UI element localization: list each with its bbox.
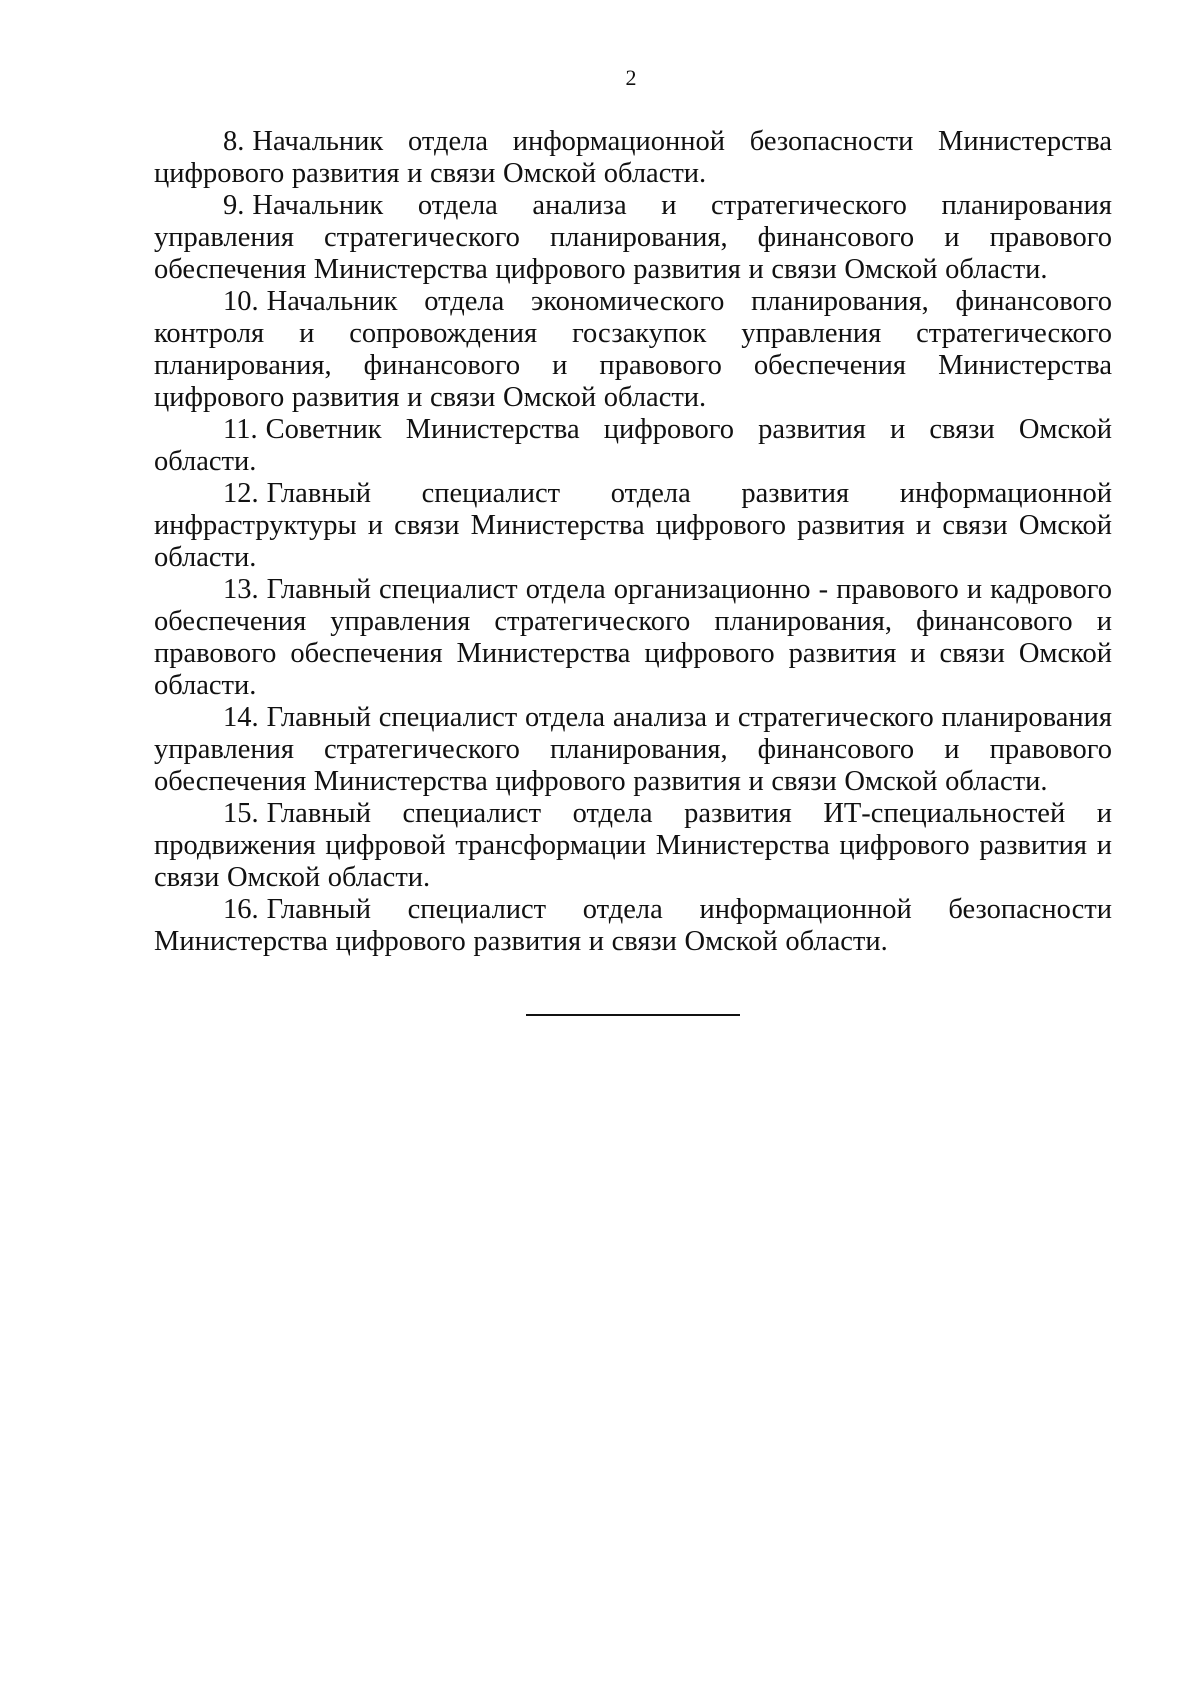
item-text: Начальник отдела информационной безопасности Министерства цифрового развития и связи Омской области. — [154, 126, 1112, 189]
list-item-15 — [154, 798, 1112, 894]
item-number: 12. — [223, 478, 259, 509]
end-of-document-line — [526, 1014, 740, 1016]
item-text: Главный специалист отдела информационной безопасности Министерства цифрового развития и связи Омской области. — [154, 894, 1112, 957]
list-item-16 — [154, 894, 1112, 958]
item-number: 15. — [223, 798, 259, 829]
item-text: Начальник отдела анализа и стратегического планирования управления стратегического планирования, финансового и правового обеспечения Министерства цифрового развития и связи Омской области. — [154, 190, 1112, 285]
item-text: Главный специалист отдела развития информационной инфраструктуры и связи Министерства цифрового развития и связи Омской области. — [154, 478, 1112, 573]
list-item-8 — [154, 126, 1112, 190]
list-item-9 — [154, 190, 1112, 286]
item-text: Главный специалист отдела развития ИТ-специальностей и продвижения цифровой трансформации Министерства цифрового развития и связи Омской области. — [154, 798, 1112, 893]
item-number: 9. — [223, 190, 245, 221]
item-text: Начальник отдела экономического планирования, финансового контроля и сопровождения госзакупок управления стратегического планирования, финансового и правового обеспечения Министерства цифрового развития и связи Омской области. — [154, 286, 1112, 413]
item-text: Советник Министерства цифрового развития и связи Омской области. — [154, 414, 1112, 477]
list-item-11 — [154, 414, 1112, 478]
item-number: 16. — [223, 894, 259, 925]
list-item-13 — [154, 574, 1112, 702]
item-number: 13. — [223, 574, 259, 605]
list-item-10 — [154, 286, 1112, 414]
document-body — [154, 126, 1112, 958]
page-number: 2 — [625, 65, 637, 90]
item-number: 10. — [223, 286, 259, 317]
item-number: 14. — [223, 702, 259, 733]
list-item-14 — [154, 702, 1112, 798]
item-text: Главный специалист отдела анализа и стратегического планирования управления стратегического планирования, финансового и правового обеспечения Министерства цифрового развития и связи Омской области. — [154, 702, 1112, 797]
item-number: 11. — [223, 414, 258, 445]
list-item-12 — [154, 478, 1112, 574]
item-text: Главный специалист отдела организационно - правового и кадрового обеспечения управления стратегического планирования, финансового и правового обеспечения Министерства цифрового развития и связи Омской области. — [154, 574, 1112, 701]
item-number: 8. — [223, 126, 245, 157]
